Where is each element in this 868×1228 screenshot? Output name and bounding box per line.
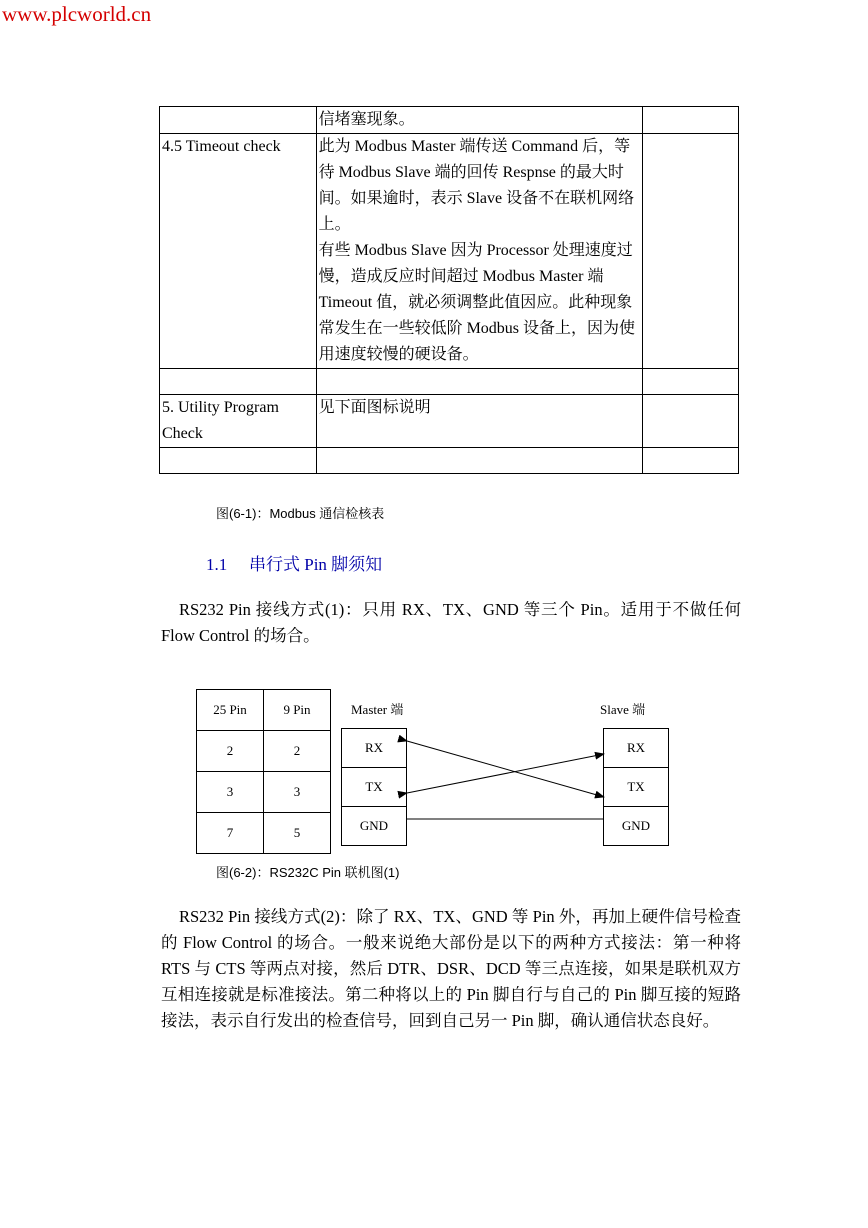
- table-cell: 2: [264, 731, 331, 772]
- figure-caption: 图(6-1)：Modbus 通信检核表: [216, 506, 385, 521]
- master-pin: GND: [359, 818, 389, 833]
- header-cell: 25 Pin: [197, 690, 264, 731]
- watermark: www.plcworld.cn: [2, 2, 152, 26]
- figure-caption: 图(6-2)：RS232C Pin 联机图(1): [216, 865, 400, 880]
- master-pin: RX: [342, 729, 406, 768]
- table-cell: 2: [197, 731, 264, 772]
- table-cell: 7: [197, 813, 264, 854]
- table-cell: 5: [264, 813, 331, 854]
- desc-paragraph: 此为 Modbus Master 端传送 Command 后，等待 Modbus Slave 端的回传 Respnse 的最大时间。如果逾时，表示 Slave 设备不在联机网络上。: [318, 138, 635, 233]
- item-cell: 5. Utility Program Check: [160, 395, 317, 448]
- table-cell: 3: [197, 772, 264, 813]
- slave-label: Slave 端: [600, 702, 646, 717]
- desc-cell: 信堵塞现象。: [316, 107, 643, 134]
- tx-to-rx-wire: [407, 754, 604, 793]
- rx-to-tx-wire: [407, 741, 604, 797]
- master-pin: TX: [342, 768, 406, 807]
- section-number: 1.1: [206, 555, 228, 574]
- master-label: Master 端: [351, 702, 404, 717]
- desc-paragraph: 有些 Modbus Slave 因为 Processor 处理速度过慢，造成反应时间超过 Modbus Master 端 Timeout 值，就必须调整此值因应。此种现象常发生在一些较低阶 Modbus 设备上，因为使用速度较慢的硬设备。: [318, 242, 636, 363]
- paragraph: RS232 Pin 接线方式(1)：只用 RX、TX、GND 等三个 Pin。适用于不做任何 Flow Control 的场合。: [161, 600, 741, 645]
- slave-pin: GND: [621, 818, 651, 833]
- slave-pin: RX: [604, 729, 668, 768]
- desc-cell: 见下面图标说明: [316, 395, 643, 448]
- paragraph: RS232 Pin 接线方式(2)：除了 RX、TX、GND 等 Pin 外，再加上硬件信号检查的 Flow Control 的场合。一般来说绝大部份是以下的两种方式接法：第一种将 RTS 与 CTS 等两点对接，然后 DTR、DSR、DCD 等三点连接，如果是联机双方互相连接就是标准接法。第二种将以上的 Pin 脚自行与自己的 Pin 脚互接的短路接法，表示自行发出的检查信号，回到自己另一 Pin 脚，确认通信状态良好。: [161, 907, 741, 1030]
- slave-pin: TX: [604, 768, 668, 807]
- item-cell: 4.5 Timeout check: [160, 134, 317, 369]
- table-cell: 3: [264, 772, 331, 813]
- section-title: 串行式 Pin 脚须知: [249, 555, 383, 574]
- header-cell: 9 Pin: [264, 690, 331, 731]
